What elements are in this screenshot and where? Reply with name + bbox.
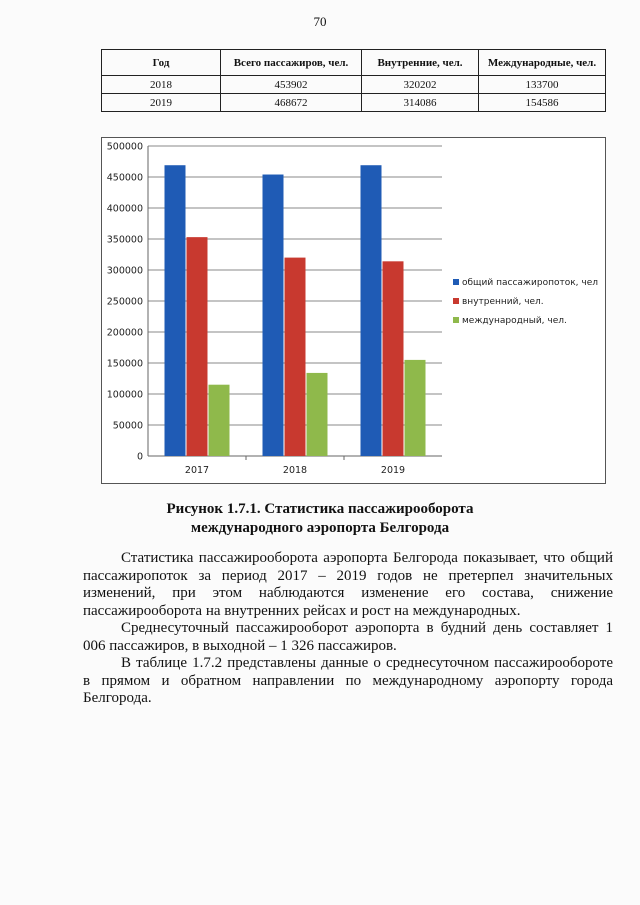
x-tick-label: 2019 bbox=[380, 465, 406, 476]
bar bbox=[405, 360, 426, 456]
y-tick-label: 200000 bbox=[106, 327, 143, 339]
bar-chart bbox=[102, 138, 605, 483]
bar bbox=[209, 385, 230, 456]
y-tick-label: 300000 bbox=[106, 265, 143, 277]
y-tick-label: 350000 bbox=[106, 234, 143, 246]
table-header-row bbox=[102, 50, 606, 76]
bar bbox=[383, 261, 404, 456]
table-cell: 453902 bbox=[221, 76, 362, 94]
y-tick-label: 150000 bbox=[106, 358, 143, 370]
y-tick-label: 450000 bbox=[106, 172, 143, 184]
table-cell: 320202 bbox=[362, 76, 479, 94]
caption-line: Рисунок 1.7.1. Статистика пассажирооборота bbox=[166, 501, 474, 517]
bar bbox=[165, 165, 186, 456]
table-cell: 133700 bbox=[479, 76, 606, 94]
table-cell: 2019 bbox=[102, 94, 221, 112]
caption-line: международного аэропорта Белгорода bbox=[190, 520, 450, 536]
y-tick-label: 0 bbox=[136, 451, 143, 463]
legend-swatch bbox=[453, 298, 459, 304]
paragraph: Среднесуточный пассажирооборот аэропорта в будний день составляет 1 006 пассажиров, в выходной – 1 326 пассажиров. bbox=[83, 620, 613, 654]
legend-swatch bbox=[453, 317, 459, 323]
table-header-cell: Всего пассажиров, чел. bbox=[221, 50, 362, 76]
table-cell: 2018 bbox=[102, 76, 221, 94]
table-header-cell: Год bbox=[102, 50, 221, 76]
legend-label: внутренний, чел. bbox=[462, 297, 544, 307]
bar bbox=[307, 373, 328, 456]
table-header-cell: Внутренние, чел. bbox=[362, 50, 479, 76]
table-cell: 468672 bbox=[221, 94, 362, 112]
table-header-cell: Международные, чел. bbox=[479, 50, 606, 76]
y-tick-label: 400000 bbox=[106, 203, 143, 215]
legend-label: общий пассажиропоток, чел bbox=[462, 278, 598, 288]
legend-swatch bbox=[453, 279, 459, 285]
table-row bbox=[102, 94, 606, 112]
bar bbox=[263, 175, 284, 456]
passenger-table bbox=[101, 49, 606, 112]
x-tick-label: 2018 bbox=[282, 465, 308, 476]
table-cell: 154586 bbox=[479, 94, 606, 112]
paragraph: Статистика пассажирооборота аэропорта Белгорода показывает, что общий пассажиропоток за период 2017 – 2019 годов не претерпел значительных изменений, при этом наблюдаются изменение его состава, снижение пассажирооборота на внутренних рейсах и рост на международных. bbox=[83, 550, 613, 619]
x-tick-label: 2017 bbox=[184, 465, 210, 476]
figure-caption bbox=[0, 500, 640, 538]
y-tick-label: 100000 bbox=[106, 389, 143, 401]
table-row bbox=[102, 76, 606, 94]
y-tick-label: 250000 bbox=[106, 296, 143, 308]
paragraph: В таблице 1.7.2 представлены данные о среднесуточном пассажирообороте в прямом и обратном направлении по международному аэропорту города Белгорода. bbox=[83, 655, 613, 706]
chart-frame bbox=[101, 137, 606, 484]
bar bbox=[285, 258, 306, 456]
y-tick-label: 500000 bbox=[106, 141, 143, 153]
y-tick-label: 50000 bbox=[112, 420, 143, 432]
bar bbox=[361, 165, 382, 456]
legend-label: международный, чел. bbox=[462, 316, 567, 326]
bar bbox=[187, 237, 208, 456]
table-cell: 314086 bbox=[362, 94, 479, 112]
body-text bbox=[83, 550, 613, 708]
page-number: 70 bbox=[313, 14, 327, 29]
